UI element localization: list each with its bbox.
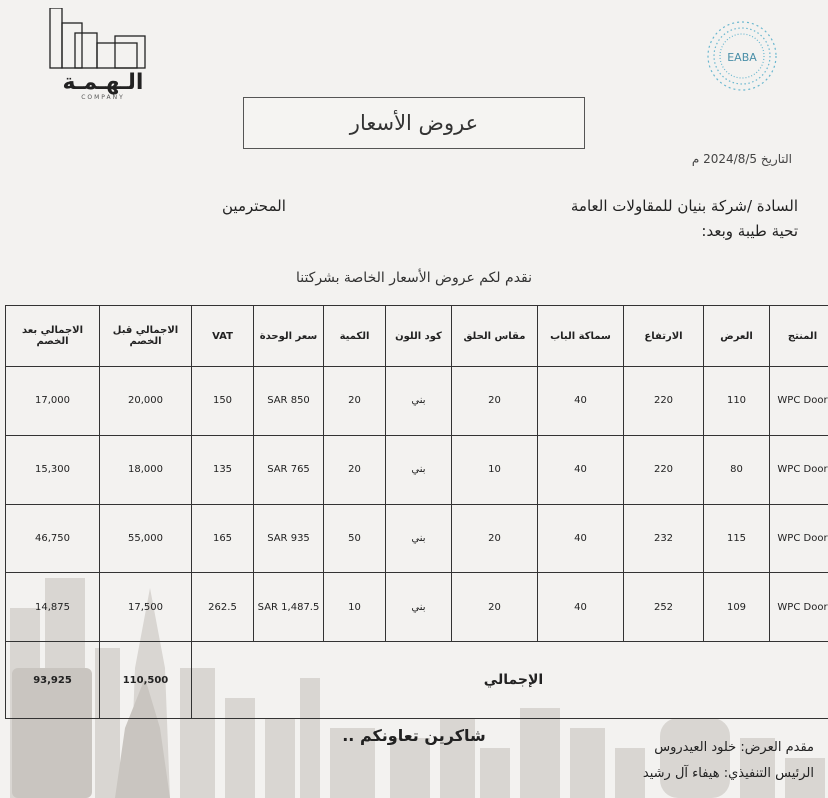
cell-color: بني xyxy=(386,367,452,436)
header-width: العرض xyxy=(704,306,770,367)
header-product: المنتج xyxy=(770,306,828,367)
total-label: الإجمالي xyxy=(192,642,828,719)
header-thickness: سماكة الباب xyxy=(538,306,624,367)
cell-thickness: 40 xyxy=(538,573,624,642)
cell-ring: 20 xyxy=(452,367,538,436)
cell-qty: 10 xyxy=(324,573,386,642)
eaba-logo-icon xyxy=(700,14,784,98)
addressee: السادة /شركة بنيان للمقاولات العامة xyxy=(570,197,798,215)
header-qty: الكمية xyxy=(324,306,386,367)
ceo-name: الرئيس التنفيذي: هيفاء آل رشيد xyxy=(642,766,814,781)
cell-total-before: 17,500 xyxy=(100,573,192,642)
total-after-value: 93,925 xyxy=(6,642,100,719)
cell-total-after: 15,300 xyxy=(6,435,100,504)
cell-height: 232 xyxy=(624,504,704,573)
cell-height: 252 xyxy=(624,573,704,642)
cell-height: 220 xyxy=(624,435,704,504)
header-height: الارتفاع xyxy=(624,306,704,367)
cell-color: بني xyxy=(386,573,452,642)
price-table-container xyxy=(5,305,828,719)
cell-height: 220 xyxy=(624,367,704,436)
cell-unit-price: 935 SAR xyxy=(254,504,324,573)
cell-width: 109 xyxy=(704,573,770,642)
cell-vat: 262.5 xyxy=(192,573,254,642)
cell-unit-price: 765 SAR xyxy=(254,435,324,504)
total-before-value: 110,500 xyxy=(100,642,192,719)
header-unit-price: سعر الوحدة xyxy=(254,306,324,367)
header-total-after: الاجمالي بعد الخصم xyxy=(6,306,100,367)
greeting: تحية طيبة وبعد: xyxy=(701,222,798,240)
cell-qty: 20 xyxy=(324,435,386,504)
company-logo-name: الـهـمـة xyxy=(62,70,144,95)
cell-ring: 20 xyxy=(452,573,538,642)
document-date: التاريخ 2024/8/5 م xyxy=(691,152,792,166)
header-vat: VAT xyxy=(192,306,254,367)
respected-label: المحترمين xyxy=(222,197,286,215)
cell-vat: 150 xyxy=(192,367,254,436)
cell-width: 80 xyxy=(704,435,770,504)
table-row xyxy=(6,504,828,573)
cell-total-before: 20,000 xyxy=(100,367,192,436)
cell-product: WPC Door xyxy=(770,367,828,436)
cell-vat: 135 xyxy=(192,435,254,504)
eaba-logo-text: EABA xyxy=(727,51,757,64)
cell-qty: 20 xyxy=(324,367,386,436)
cell-product: WPC Door xyxy=(770,435,828,504)
cell-thickness: 40 xyxy=(538,504,624,573)
table-row xyxy=(6,573,828,642)
table-row xyxy=(6,367,828,436)
cell-total-before: 55,000 xyxy=(100,504,192,573)
cell-width: 110 xyxy=(704,367,770,436)
table-header-row xyxy=(6,306,828,367)
table-row xyxy=(6,435,828,504)
header-total-before: الاجمالي قبل الخصم xyxy=(100,306,192,367)
price-table xyxy=(5,305,828,719)
cell-qty: 50 xyxy=(324,504,386,573)
cell-unit-price: 850 SAR xyxy=(254,367,324,436)
cell-unit-price: 1,487.5 SAR xyxy=(254,573,324,642)
cell-thickness: 40 xyxy=(538,435,624,504)
presenter-name: مقدم العرض: خلود العيدروس xyxy=(654,740,814,755)
company-logo-sub: COMPANY xyxy=(81,94,125,101)
cell-product: WPC Door xyxy=(770,573,828,642)
cell-product: WPC Door xyxy=(770,504,828,573)
cell-total-after: 17,000 xyxy=(6,367,100,436)
intro-text: نقدم لكم عروض الأسعار الخاصة بشركتنا xyxy=(295,270,533,286)
cell-thickness: 40 xyxy=(538,367,624,436)
cell-total-after: 14,875 xyxy=(6,573,100,642)
cell-width: 115 xyxy=(704,504,770,573)
thanks-text: شاكرين تعاونكم .. xyxy=(342,726,486,745)
header-ring: مقاس الحلق xyxy=(452,306,538,367)
cell-ring: 10 xyxy=(452,435,538,504)
table-total-row xyxy=(6,642,828,719)
cell-vat: 165 xyxy=(192,504,254,573)
cell-color: بني xyxy=(386,435,452,504)
cell-total-before: 18,000 xyxy=(100,435,192,504)
cell-total-after: 46,750 xyxy=(6,504,100,573)
header-color: كود اللون xyxy=(386,306,452,367)
cell-color: بني xyxy=(386,504,452,573)
page-title: عروض الأسعار xyxy=(243,97,585,149)
cell-ring: 20 xyxy=(452,504,538,573)
